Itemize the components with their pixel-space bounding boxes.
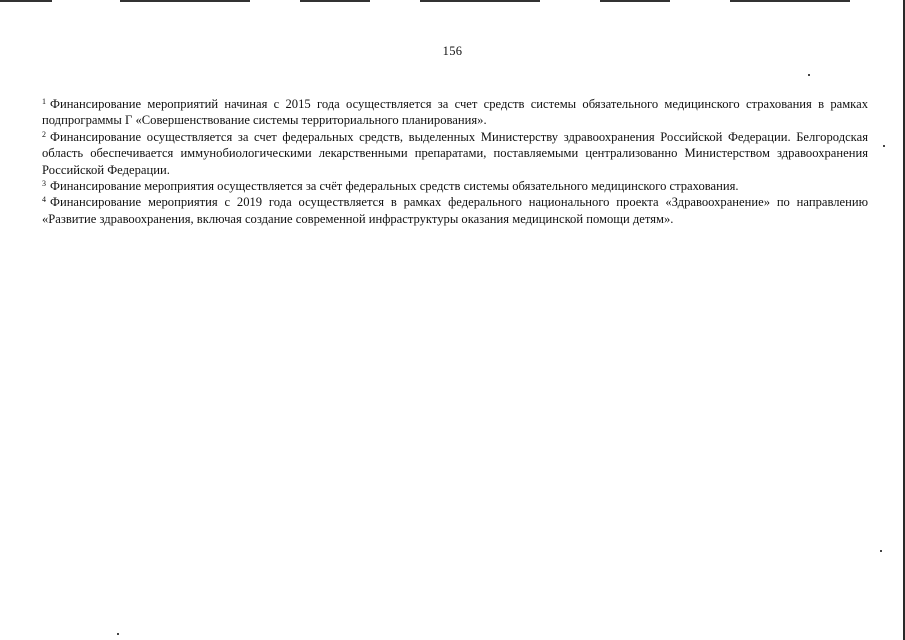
footnote-text: Финансирование мероприятия осуществляется за счёт федеральных средств системы обязательного медицинского страхования. bbox=[50, 179, 739, 194]
page-number: 156 bbox=[442, 44, 463, 58]
footnote-text: Финансирование мероприятия с 2019 года осуществляется в рамках федерального национального проекта «Здравоохранение» по направлению «Развитие здравоохранения, включая создание современной инфраструктуры оказания медицинской помощи детям». bbox=[42, 195, 868, 226]
footnote-marker: 1 bbox=[42, 97, 46, 106]
footnotes-block bbox=[42, 96, 868, 227]
scan-border-line bbox=[730, 0, 850, 2]
footnote-3 bbox=[42, 178, 868, 194]
scan-border-line bbox=[0, 0, 52, 2]
footnote-marker: 4 bbox=[42, 195, 46, 205]
scan-border-line bbox=[600, 0, 670, 2]
footnote-marker: 3 bbox=[42, 179, 46, 189]
footnote-text: Финансирование мероприятий начиная с 2015 года осуществляется за счет средств системы обязательного медицинского страхования в рамках подпрограммы Г «Совершенствование системы территориального планирования». bbox=[42, 97, 868, 128]
scan-speck bbox=[117, 633, 119, 635]
footnote-marker: 2 bbox=[42, 129, 46, 139]
footnote-4 bbox=[42, 194, 868, 227]
footnote-2 bbox=[42, 129, 868, 178]
scan-border-line bbox=[300, 0, 370, 2]
scan-speck bbox=[883, 145, 885, 147]
scan-border-line bbox=[420, 0, 540, 2]
scan-speck bbox=[880, 550, 882, 552]
footnote-text: Финансирование осуществляется за счет федеральных средств, выделенных Министерству здравоохранения Российской Федерации. Белгородская область обеспечивается иммунобиологическими лекарственными препаратами, поставляемыми централизованно Министерством здравоохранения Российской Федерации. bbox=[42, 129, 868, 177]
scan-speck bbox=[808, 74, 810, 76]
footnote-1 bbox=[42, 96, 868, 129]
scan-border-line bbox=[120, 0, 250, 2]
